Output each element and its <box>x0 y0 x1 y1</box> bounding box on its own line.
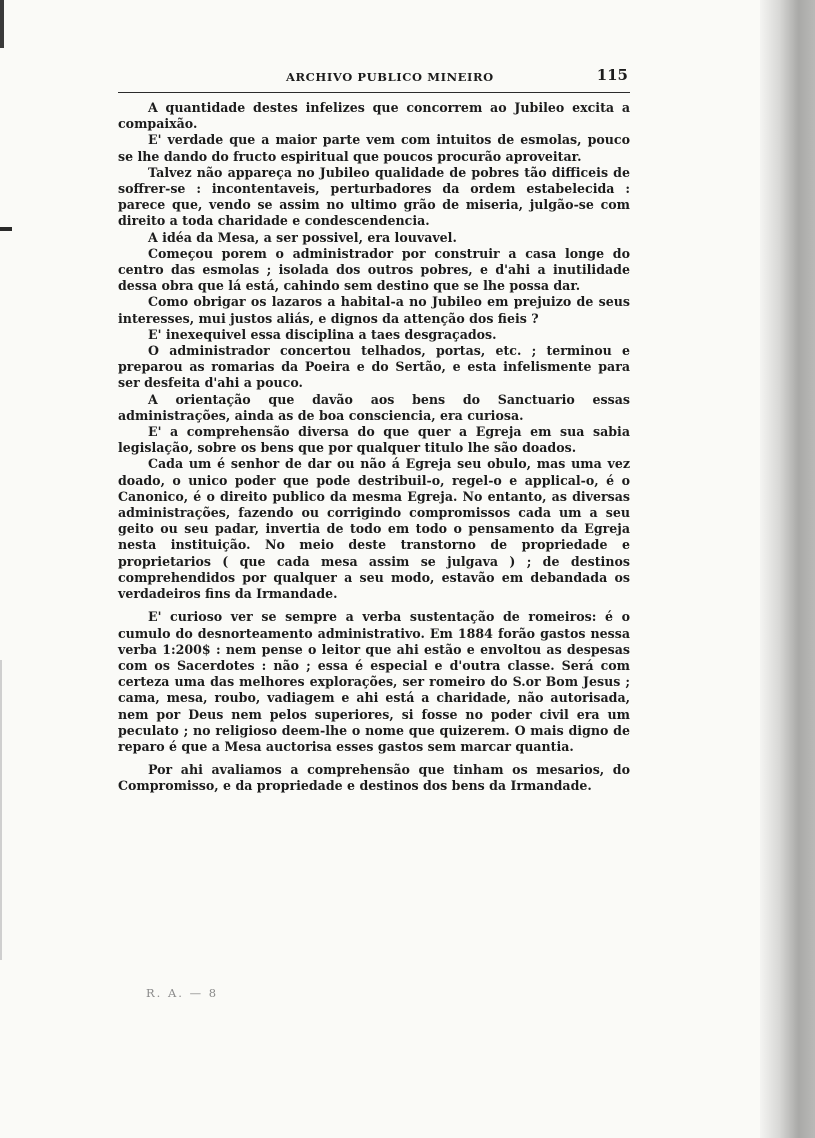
paragraph: Começou porem o administrador por construir a casa longe do centro das esmolas ; isolada dos outros pobres, e d'ahi a inutilidade dessa obra que lá está, cahindo sem destino que se lhe possa dar. <box>118 245 630 294</box>
paragraph: O administrador concertou telhados, portas, etc. ; terminou e preparou as romarias da Poeira e do Sertão, e esta infelismente para ser desfeita d'ahi a pouco. <box>118 343 630 391</box>
paragraph: Como obrigar os lazaros a habital-a no Jubileo em prejuizo de seus interesses, mui justos aliás, e dignos da attenção dos fieis ? <box>118 294 630 326</box>
paragraph: Por ahi avaliamos a comprehensão que tinham os mesarios, do Compromisso, e da propriedade e destinos dos bens da Irmandade. <box>118 762 630 794</box>
scan-edge-shadow <box>760 0 815 1138</box>
paragraph: Cada um é senhor de dar ou não á Egreja seu obulo, mas uma vez doado, o unico poder que pode destribuil-o, regel-o e applical-o, é o Canonico, é o direito publico da mesma Egreja. No entanto, as diversas administrações, fazendo ou corrigindo compromissos cada um a seu geito ou seu padar, invertia de todo em todo o pensamento da Egreja nesta instituição. No meio deste transtorno de propriedade e proprietarios ( que cada mesa assim se julgava ) ; de destinos comprehendidos por qualquer a seu modo, estavão em debandada os verdadeiros fins da Irmandade. <box>118 456 630 602</box>
signature-mark: R. A. — 8 <box>146 986 219 1000</box>
paragraph: Talvez não appareça no Jubileo qualidade de pobres tão difficeis de soffrer-se : incontentaveis, perturbadores da ordem estabelecida : parece que, vendo se assim no ultimo grão de miseria, julgão-se com direito a toda charidade e condescendencia. <box>118 164 630 229</box>
body-text <box>118 100 630 795</box>
paragraph: E' inexequivel essa disciplina a taes desgraçados. <box>148 326 497 342</box>
page-header <box>118 66 630 93</box>
scan-margin-mark <box>0 0 4 48</box>
running-head: ARCHIVO PUBLICO MINEIRO <box>286 70 494 84</box>
paragraph: E' curioso ver se sempre a verba sustentação de romeiros: é o cumulo do desnorteamento administrativo. Em 1884 forão gastos nessa verba 1:200$ : nem pense o leitor que ahi estão e envoltou as despesas com os Sacerdotes : não ; essa é especial e d'outra classe. Será com certeza uma das melhores explorações, ser romeiro do S.or Bom Jesus ; cama, mesa, roubo, vadiagem e ahi está a charidade, não autorisada, nem por Deus nem pelos superiores, si fosse no poder civil era um peculato ; no religioso deem-lhe o nome que quizerem. O mais digno de reparo é que a Mesa auctorisa esses gastos sem marcar quantia. <box>118 609 630 754</box>
paragraph: E' verdade que a maior parte vem com intuitos de esmolas, pouco se lhe dando do fructo espiritual que poucos procurão aproveitar. <box>118 132 630 164</box>
paragraph: E' a comprehensão diversa do que quer a Egreja em sua sabia legislação, sobre os bens que por qualquer titulo lhe são doados. <box>118 424 630 456</box>
paragraph: A orientação que davão aos bens do Sanctuario essas administrações, ainda as de boa consciencia, era curiosa. <box>118 391 630 423</box>
page-number: 115 <box>596 66 628 84</box>
paragraph: A idéa da Mesa, a ser possivel, era louvavel. <box>148 229 457 245</box>
scan-margin-line <box>0 660 2 960</box>
scan-margin-tick <box>0 227 12 231</box>
paragraph: A quantidade destes infelizes que concorrem ao Jubileo excita a compaixão. <box>118 100 630 132</box>
